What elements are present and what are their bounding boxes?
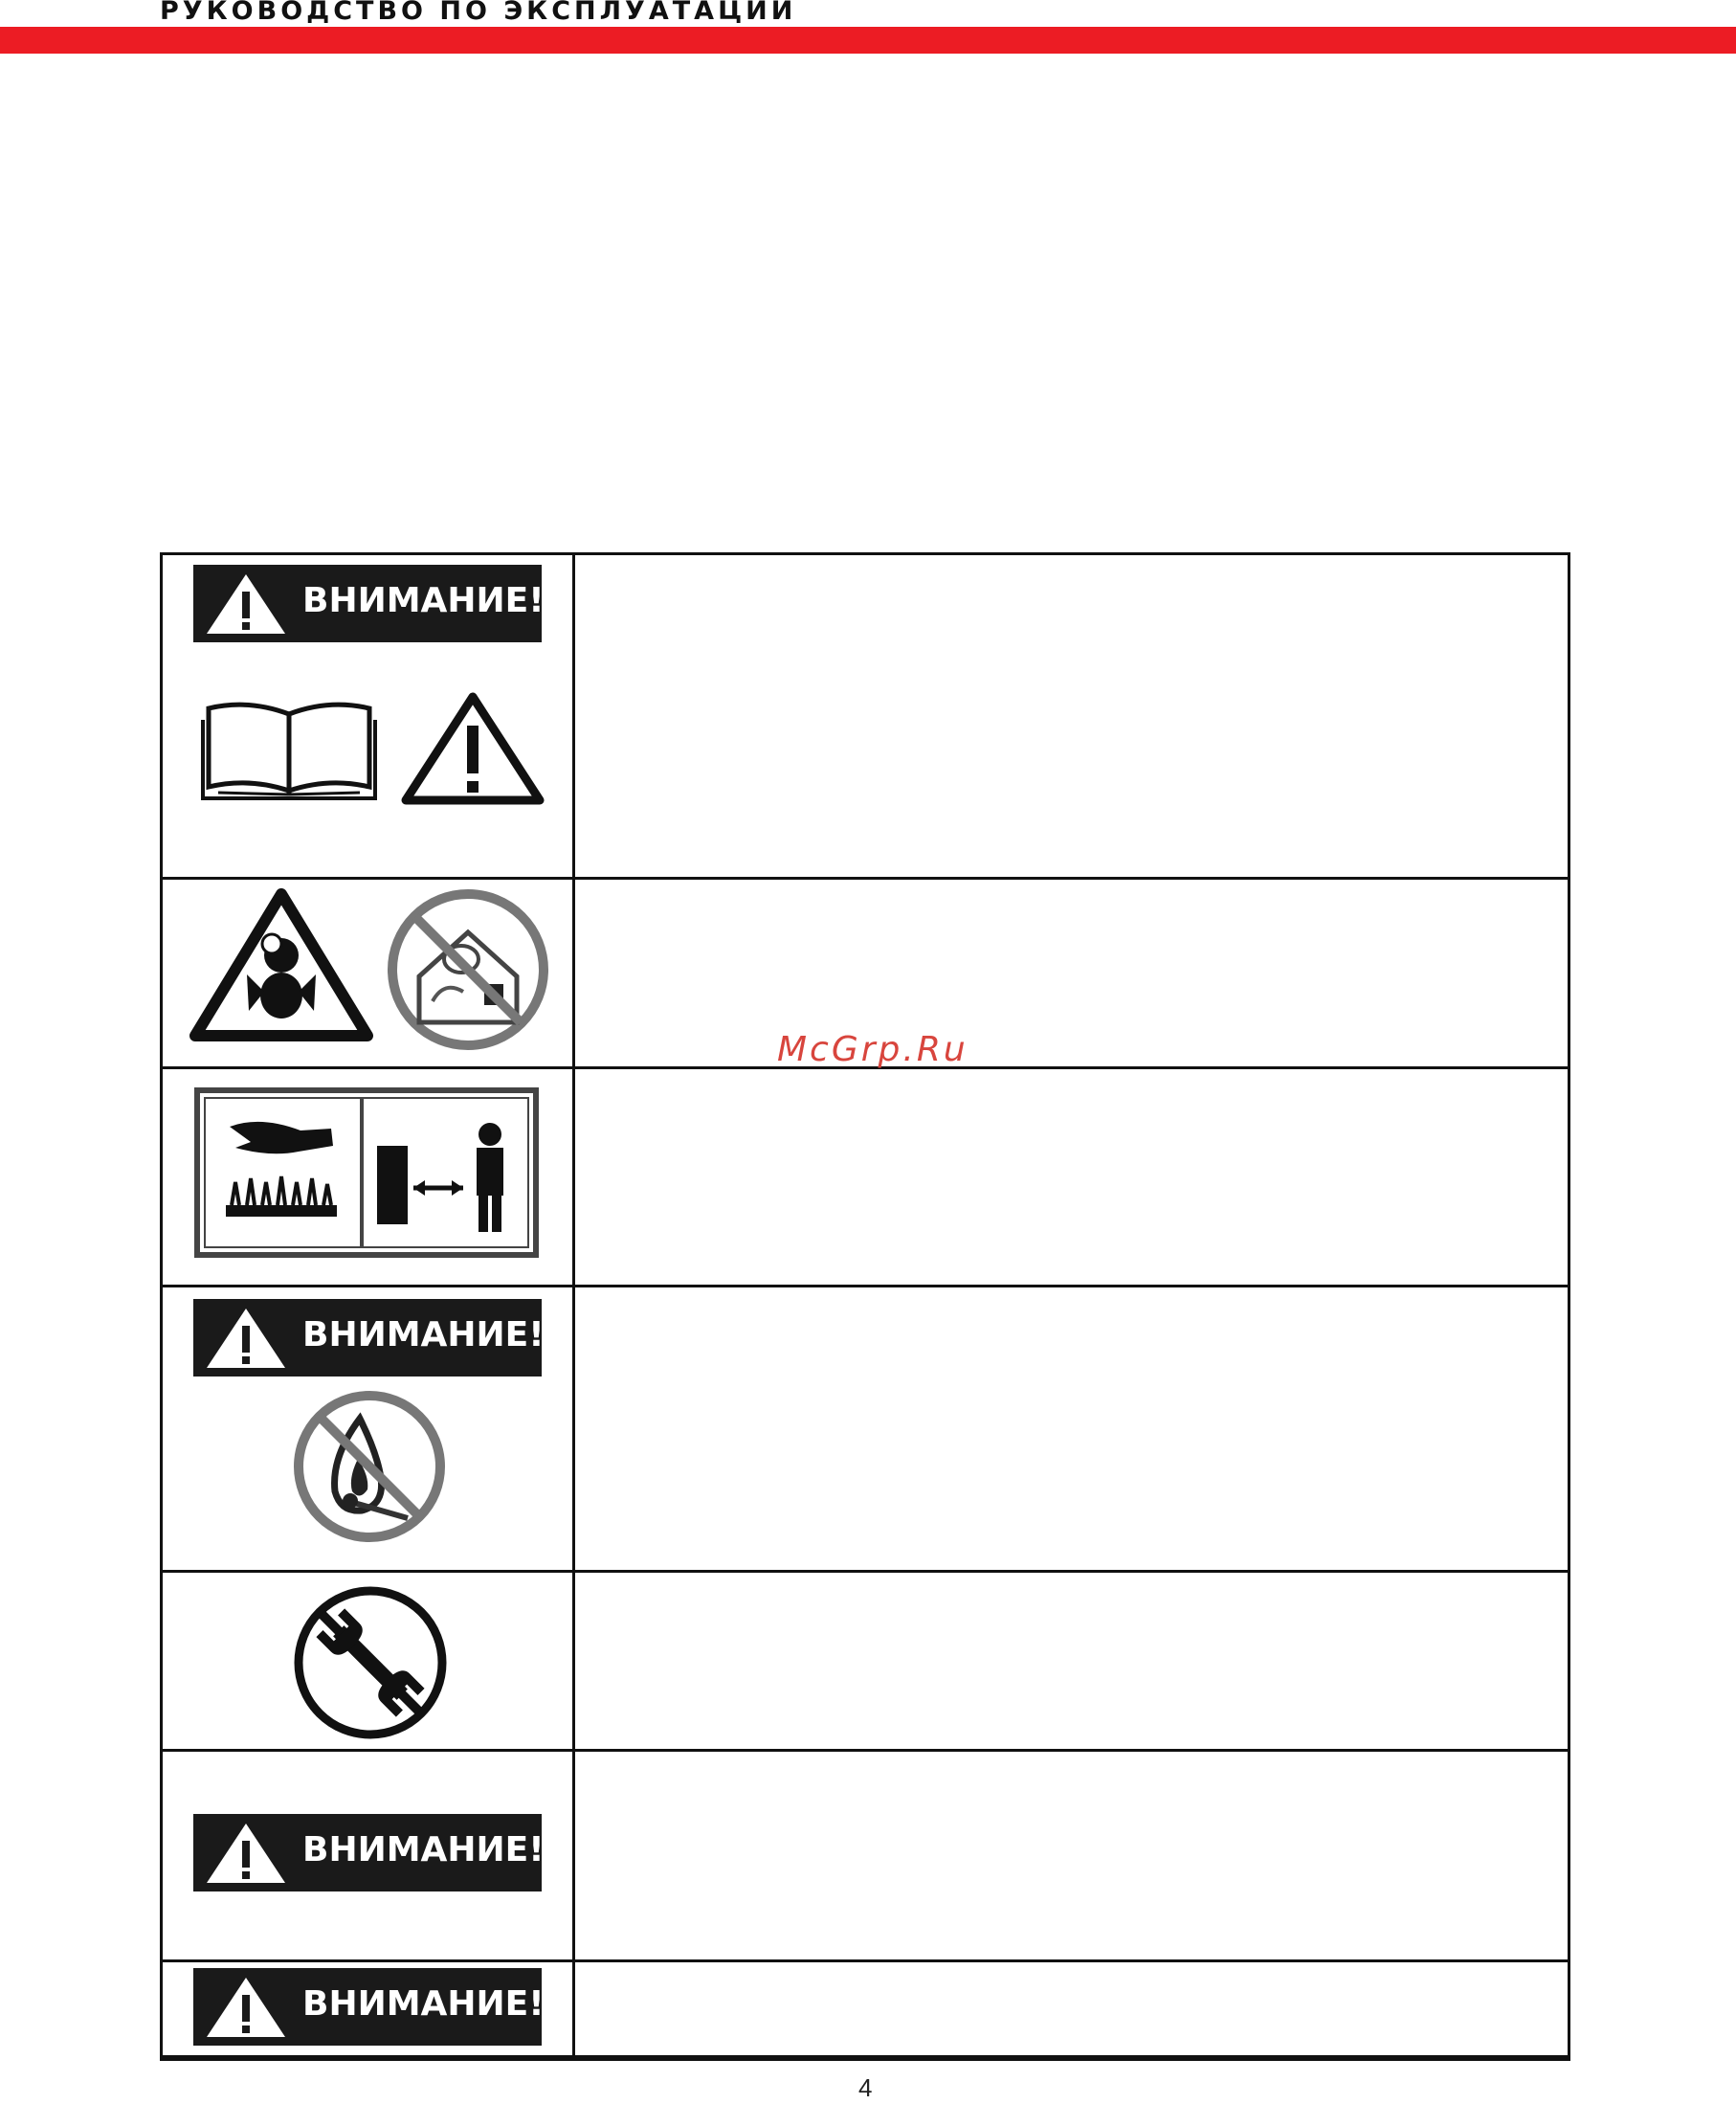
row-divider xyxy=(163,1959,1568,1962)
no-open-flame-icon xyxy=(293,1390,446,1543)
open-book-icon xyxy=(195,691,383,808)
no-indoor-use-icon xyxy=(387,888,549,1051)
row-divider xyxy=(163,1570,1568,1573)
column-divider xyxy=(572,555,575,2055)
hot-surface-keep-distance-icon xyxy=(193,1086,540,1259)
watermark: McGrp.Ru xyxy=(777,1030,968,1069)
attention-label: ВНИМАНИЕ! xyxy=(302,581,545,620)
no-repair-icon xyxy=(293,1585,448,1740)
attention-badge xyxy=(193,1299,545,1377)
row-divider xyxy=(163,1749,1568,1752)
warning-triangle-icon xyxy=(203,1974,289,2041)
attention-label: ВНИМАНИЕ! xyxy=(302,1315,545,1354)
toxic-gas-warning-icon xyxy=(189,888,373,1043)
attention-badge xyxy=(193,1968,545,2046)
attention-badge xyxy=(193,565,545,642)
warning-triangle-icon xyxy=(203,1305,289,1372)
table-bottom-border xyxy=(160,2055,1570,2061)
warning-triangle-icon xyxy=(203,1820,289,1887)
page-number: 4 xyxy=(858,2073,873,2102)
attention-label: ВНИМАНИЕ! xyxy=(302,1830,545,1869)
attention-label: ВНИМАНИЕ! xyxy=(302,1984,545,2024)
header-accent-bar xyxy=(0,27,1736,54)
attention-badge xyxy=(193,1814,545,1891)
exclamation-triangle-icon xyxy=(400,691,545,808)
header-title: РУКОВОДСТВО ПО ЭКСПЛУАТАЦИИ xyxy=(160,0,797,26)
row-divider xyxy=(163,1285,1568,1287)
warning-triangle-icon xyxy=(203,571,289,638)
row-divider xyxy=(163,877,1568,880)
